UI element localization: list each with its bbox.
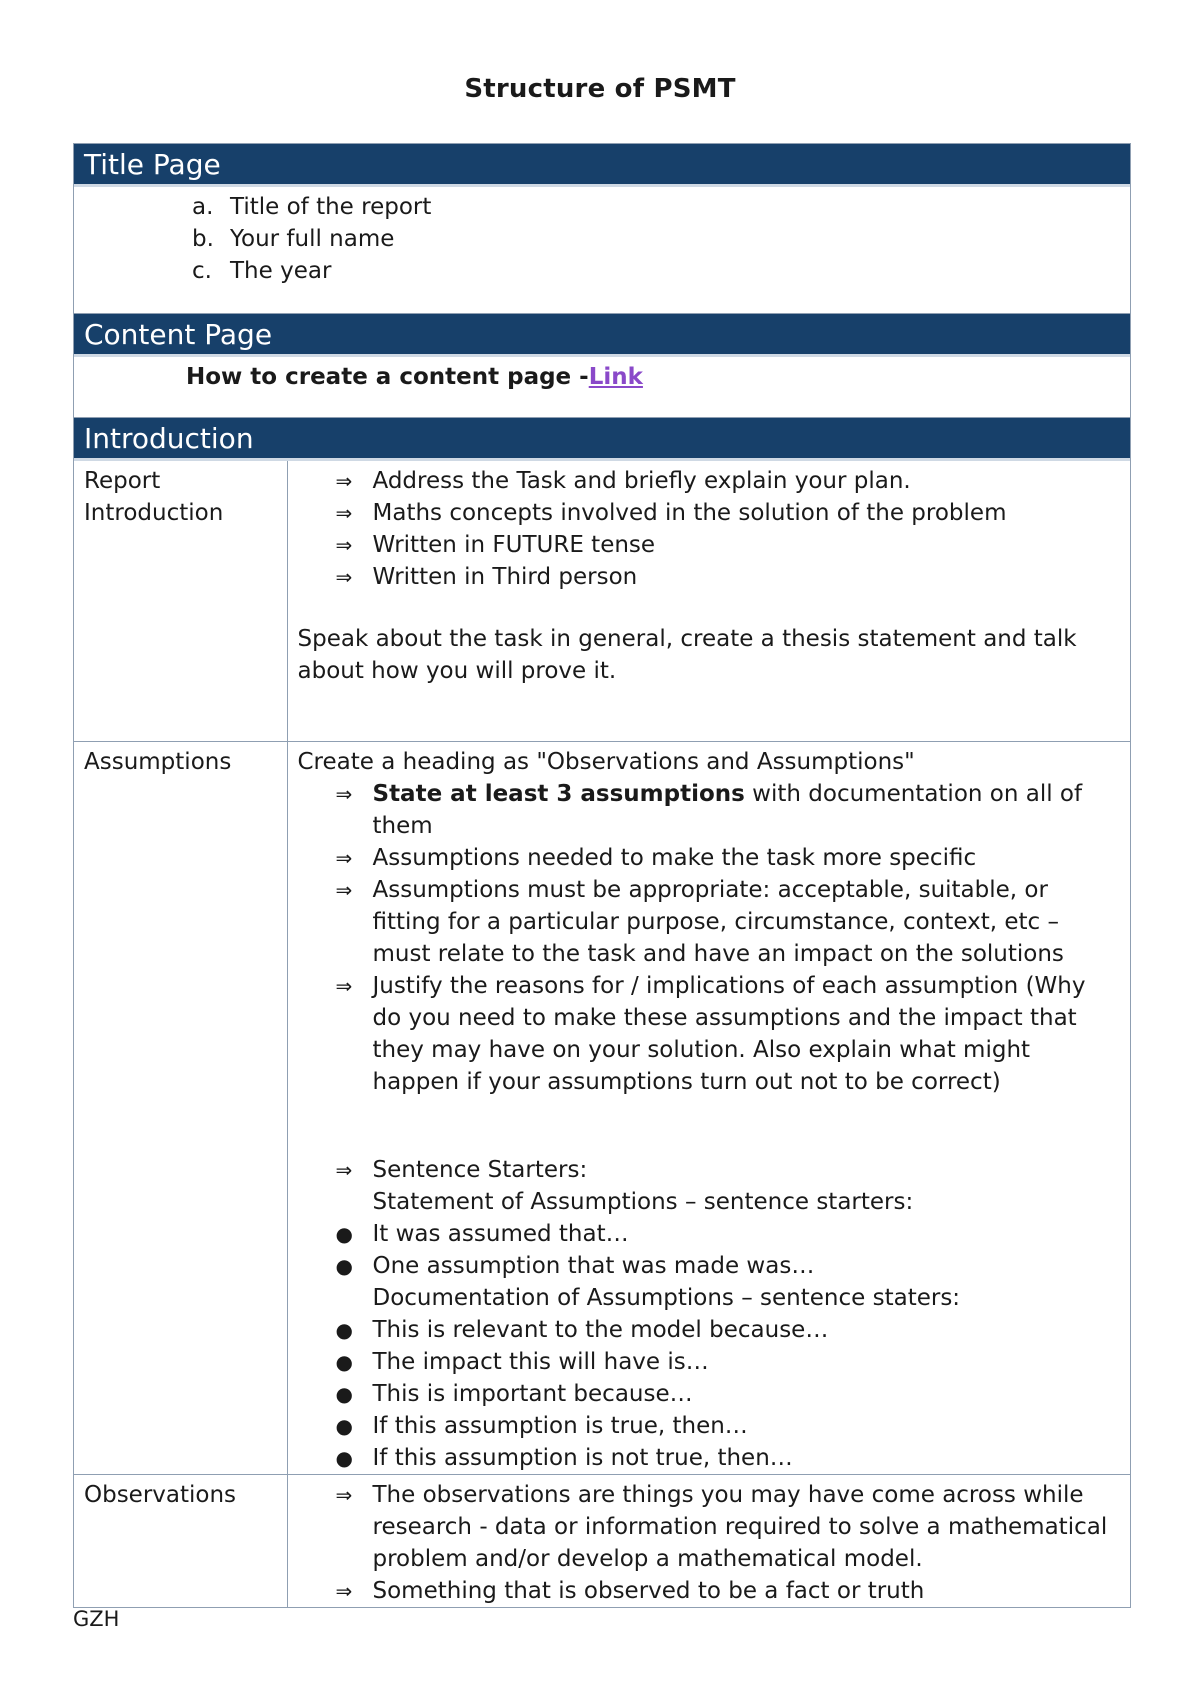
arrow-icon: ⇒ bbox=[335, 533, 353, 557]
bullet-item bbox=[298, 1378, 1121, 1410]
introduction-table bbox=[74, 461, 1130, 1608]
documentation-heading: Documentation of Assumptions – sentence staters: bbox=[372, 1284, 961, 1311]
bullet-item bbox=[298, 1346, 1121, 1378]
bullet-text: This is important because… bbox=[372, 1380, 693, 1407]
bullet-text: It was assumed that… bbox=[372, 1220, 629, 1247]
bullet-icon: ● bbox=[335, 1317, 353, 1342]
bullet-text: If this assumption is not true, then… bbox=[372, 1444, 793, 1471]
arrow-icon: ⇒ bbox=[335, 973, 353, 998]
arrow-point bbox=[298, 465, 1121, 497]
observations-row bbox=[74, 1474, 1130, 1607]
arrow-icon: ⇒ bbox=[335, 877, 353, 902]
bullet-icon: ● bbox=[335, 1445, 353, 1470]
bullet-icon: ● bbox=[335, 1221, 353, 1246]
bullet-icon: ● bbox=[335, 1413, 353, 1438]
arrow-icon: ⇒ bbox=[335, 1157, 353, 1182]
point-text: Written in Third person bbox=[372, 564, 638, 590]
content-page-instruction bbox=[74, 357, 1130, 417]
arrow-point bbox=[298, 1154, 1121, 1186]
spacer bbox=[298, 1098, 1121, 1154]
bullet-item bbox=[298, 1442, 1121, 1474]
list-item-text: Your full name bbox=[230, 226, 395, 252]
arrow-point bbox=[298, 970, 1121, 1098]
report-introduction-row bbox=[74, 461, 1130, 741]
spacer bbox=[298, 593, 1121, 623]
arrow-icon: ⇒ bbox=[335, 845, 353, 870]
point-text: The observations are things you may have come across while research - data or information required to solve a mathematical problem and/or develop a mathematical model. bbox=[372, 1481, 1108, 1572]
arrow-icon: ⇒ bbox=[335, 1482, 353, 1507]
footer-initials: GZH bbox=[73, 1607, 120, 1631]
assumptions-label: Assumptions bbox=[74, 741, 287, 1474]
point-text: Address the Task and briefly explain your plan. bbox=[372, 468, 911, 494]
list-item bbox=[74, 255, 1130, 287]
statement-heading: Statement of Assumptions – sentence starters: bbox=[372, 1188, 914, 1215]
bullet-text: If this assumption is true, then… bbox=[372, 1412, 748, 1439]
observations-label: Observations bbox=[74, 1474, 287, 1607]
arrow-point bbox=[298, 1575, 1121, 1607]
arrow-icon: ⇒ bbox=[335, 501, 353, 525]
arrow-point bbox=[298, 561, 1121, 593]
point-text: Something that is observed to be a fact or truth bbox=[372, 1577, 925, 1604]
bullet-icon: ● bbox=[335, 1381, 353, 1406]
arrow-icon: ⇒ bbox=[335, 1578, 353, 1603]
arrow-icon: ⇒ bbox=[335, 565, 353, 589]
bullet-item bbox=[298, 1250, 1121, 1282]
title-page-list bbox=[74, 187, 1130, 313]
arrow-point bbox=[298, 529, 1121, 561]
arrow-point bbox=[298, 842, 1121, 874]
observations-content bbox=[287, 1474, 1130, 1607]
list-item bbox=[74, 191, 1130, 223]
arrow-point bbox=[298, 778, 1121, 842]
list-item-text: Title of the report bbox=[230, 194, 432, 220]
introduction-header: Introduction bbox=[74, 418, 1130, 458]
point-text: Maths concepts involved in the solution of the problem bbox=[372, 500, 1007, 526]
content-page-link[interactable]: Link bbox=[588, 364, 643, 390]
content-page-text: How to create a content page - bbox=[186, 364, 589, 390]
content-page-section bbox=[73, 313, 1131, 417]
introduction-section bbox=[73, 417, 1131, 1608]
list-item-text: The year bbox=[230, 258, 332, 284]
bullet-text: One assumption that was made was… bbox=[372, 1252, 815, 1279]
report-introduction-content bbox=[287, 461, 1130, 741]
point-text: with documentation on all of them bbox=[372, 780, 1083, 839]
assumptions-content bbox=[287, 741, 1130, 1474]
content-page-header: Content Page bbox=[74, 314, 1130, 354]
arrow-icon: ⇒ bbox=[335, 781, 353, 806]
bullet-item bbox=[298, 1314, 1121, 1346]
structure-table bbox=[73, 143, 1131, 1608]
bullet-text: The impact this will have is… bbox=[372, 1348, 709, 1375]
list-marker: c. bbox=[192, 258, 212, 284]
document-title: Structure of PSMT bbox=[464, 74, 736, 104]
point-text: Assumptions must be appropriate: acceptable, suitable, or fitting for a particular purpose, circumstance, context, etc – must relate to the task and have an impact on the solutions bbox=[372, 876, 1064, 967]
title-page-section bbox=[73, 143, 1131, 313]
assumptions-heading-line: Create a heading as "Observations and Assumptions" bbox=[297, 748, 915, 775]
arrow-point bbox=[298, 874, 1121, 970]
bullet-item bbox=[298, 1410, 1121, 1442]
bullet-icon: ● bbox=[335, 1253, 353, 1278]
list-marker: b. bbox=[192, 226, 214, 252]
point-bold-text: State at least 3 assumptions bbox=[372, 780, 745, 807]
arrow-point bbox=[298, 497, 1121, 529]
list-marker: a. bbox=[192, 194, 214, 220]
bullet-item bbox=[298, 1218, 1121, 1250]
point-text: Sentence Starters: bbox=[372, 1156, 588, 1183]
list-item bbox=[74, 223, 1130, 255]
bullet-text: This is relevant to the model because… bbox=[372, 1316, 829, 1343]
title-page-header: Title Page bbox=[74, 144, 1130, 184]
point-text: Written in FUTURE tense bbox=[372, 532, 656, 558]
point-text: Assumptions needed to make the task more specific bbox=[372, 844, 977, 871]
intro-paragraph: Speak about the task in general, create a thesis statement and talk about how you will prove it. bbox=[297, 626, 1077, 684]
report-introduction-label bbox=[74, 461, 287, 741]
label-line: Introduction bbox=[84, 500, 224, 526]
arrow-point bbox=[298, 1479, 1121, 1575]
title-page-body bbox=[74, 187, 1130, 313]
label-line: Report bbox=[84, 468, 161, 494]
arrow-icon: ⇒ bbox=[335, 469, 353, 493]
point-text: Justify the reasons for / implications of each assumption (Why do you need to make these assumptions and the impact that they may have on your solution. Also explain what might happen if your assumptions turn out not to be correct) bbox=[372, 972, 1086, 1095]
bullet-icon: ● bbox=[335, 1349, 353, 1374]
assumptions-row bbox=[74, 741, 1130, 1474]
